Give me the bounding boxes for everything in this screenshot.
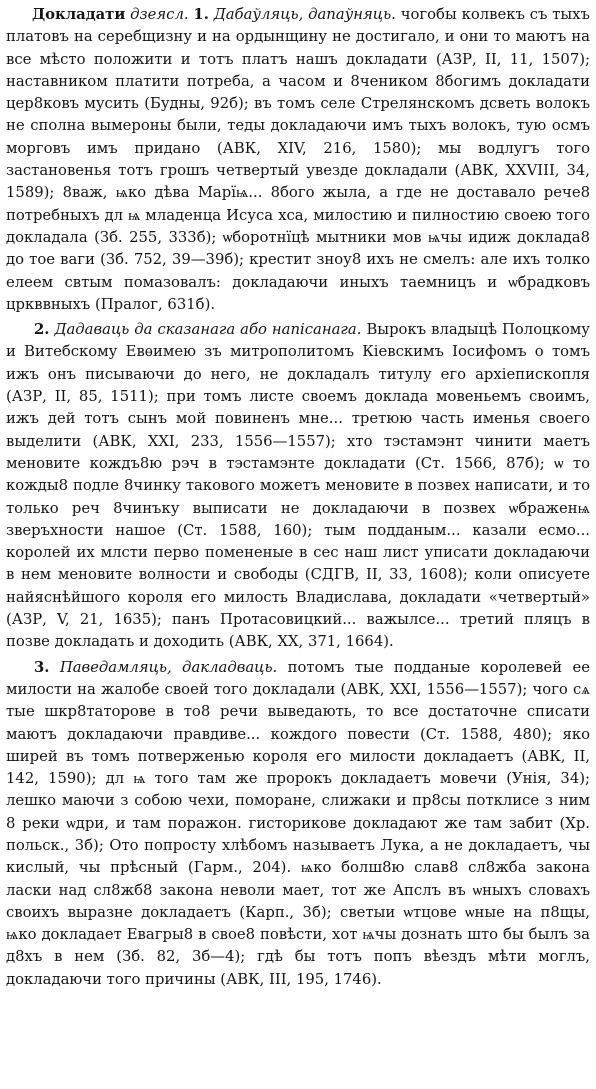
entry-headword: Докладати: [32, 6, 126, 23]
sense-number: 1.: [193, 6, 209, 23]
sense-gloss: Паведамляць, дакладваць.: [59, 658, 278, 676]
dictionary-entry-sense-2: [6, 319, 590, 653]
sense-quotations: чогобы колвекъ съ тыхъ платовъ на серебщизну и на ордынщину не достигало, и они то маютъ на все мѣсто положити и тотъ платъ нашъ докладати (АЗР, II, 11, 1507); наставником платити потреба, а часом и 8чеником 8богимъ докладати цер8ковъ мусить (Будны, 92б); въ томъ селе Стрелянскомъ дсветь волокъ не сполна вымероны были, теды докладаючи имъ тыхъ волокъ, тую осмъ морговъ имъ придано (АВК, XIV, 216, 1580); мы водлугъ того застановенья тотъ грошъ четвертый увезде докладали (АВК, XXVIII, 34, 1589); 8важ, ѩко дѣва Марїѩ... 8бого жыла, а где не доставало рече8 потребныхъ дл ѩ младенца Исуса хса, милостию и пилностию своею того докладала (Зб. 255, 333б); ѡборотнїцѣ мытники мов ѩчы идиж доклада8 до тое ваги (Зб. 752, 39—39б); крестит зноу8 ихъ не смелъ: але ихъ толко елеем свтым помазовалъ: докладаючи иныхъ таемницъ и ѡбрадковъ цркввныхъ (Пралог, 631б).: [6, 6, 590, 313]
sense-gloss: Дабаўляць, дапаўняць.: [213, 6, 396, 23]
sense-gloss: Дадаваць да сказанага або напісанага.: [54, 321, 362, 339]
dictionary-entry-sense-1: [6, 4, 590, 316]
dictionary-entry-sense-3: [6, 657, 590, 991]
grammar-label: дзеясл.: [130, 6, 189, 23]
sense-number: 2.: [34, 321, 50, 339]
sense-quotations: потомъ тые подданые королевей ее милости на жалобе своей того докладали (АВК, XXI, 1556—1557); чого сѧ тые шкр8таторове в то8 речи выведають, то все достаточне списати маютъ докладаючи правдиве... кождого повести (Ст. 1588, 480); яко ширей въ томъ потверженью короля его милости докладаетъ (АВК, II, 142, 1590); дл ѩ того там же пророкъ докладаетъ мовечи (Унія, 34); лешко маючи з собою чехи, поморане, слижаки и пр8сы потклисе з ним 8 реки ѡдри, и там поражон. гисторикове докладают же там забит (Хр. польск., 3б); Ото попросту хлѣбомъ называетъ Лука, а не докладаетъ, чы кислый, чы прѣсный (Гарм., 204). ѩко болш8ю слав8 сл8жба закона ласки над сл8жб8 закона неволи мает, тот же Апслъ въ ѡныхъ словахъ своихъ выразне докладаетъ (Карп., 3б); светыи ѡтцове ѡные на п8щы, ѩко докладает Евагры8 в свое8 повѣсти, хот ѩчы дознать што бы былъ за д8хъ в нем (Зб. 82, 3б—4); гдѣ бы тотъ попъ вѣездъ мѣти моглъ, докладаючи того причины (АВК, III, 195, 1746).: [6, 658, 590, 988]
sense-number: 3.: [34, 658, 50, 676]
sense-quotations: Вырокъ владыцѣ Полоцкому и Витебскому Евѳимею зъ митрополитомъ Кіевскимъ Іосифомъ о томъ ижъ онъ писываючи до него, не докладалъ титулу его архіепископля (АЗР, II, 85, 1511); при томъ листе своемъ доклада мовеньемъ своимъ, ижъ дей тотъ сынъ мой повиненъ мне... третюю часть именья своего выделити (АВК, XXI, 233, 1556—1557); хто тэстамэнт чинити маетъ меновите кождъ8ю рэч в тэстамэнте докладати (Ст. 1566, 87б); ѡ то кожды8 подле 8чинку такового можетъ меновите в позвех написати, и то только реч 8чинъку выписати не докладаючи в позвех ѡбраженѩ зверъхности нашое (Ст. 1588, 160); тым подданым... казали есмо... королей их млсти перво помененые в сес наш лист уписати докладаючи в нем меновите волности и свободы (СДГВ, II, 33, 1608); коли описуете найяснѣйшого короля его милость Владислава, докладати «четвертый» (АЗР, V, 21, 1635); панъ Протасовицкий... важылсе... третий пляцъ в позве докладать и доходить (АВК, XX, 371, 1664).: [6, 321, 590, 651]
